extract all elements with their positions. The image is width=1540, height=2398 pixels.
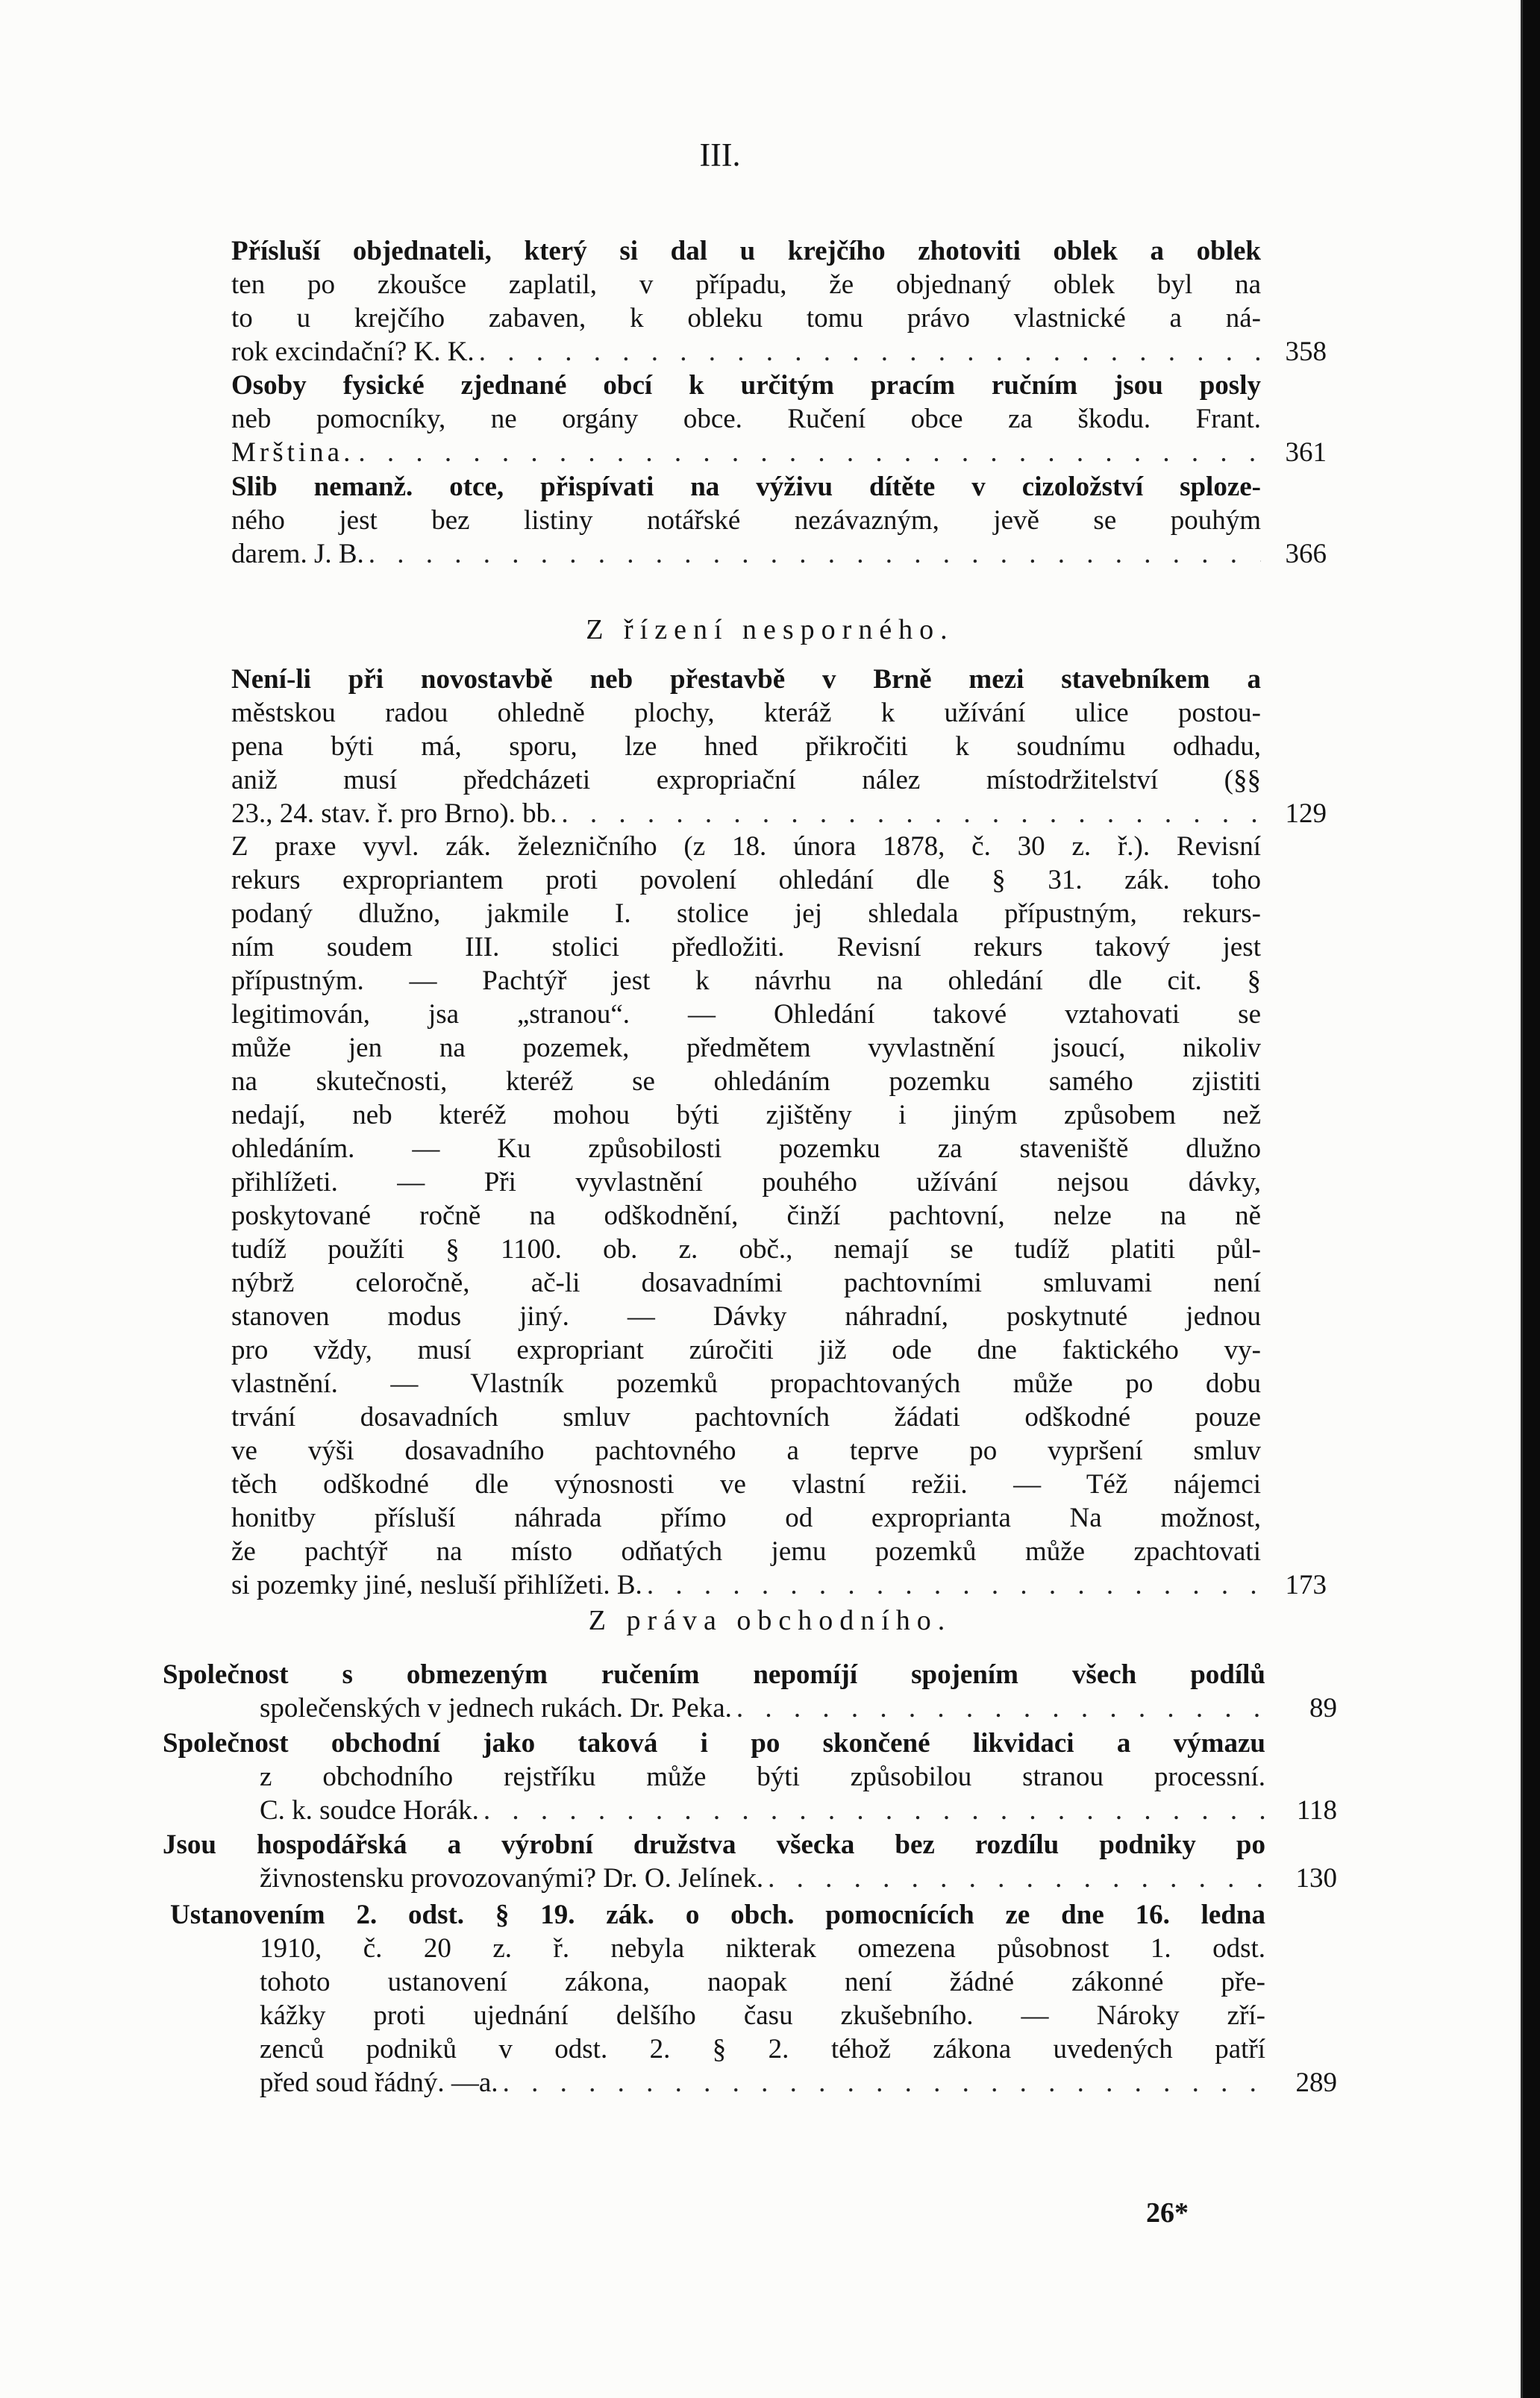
entry-line: podaný dlužno, jakmile I. stolice jej shledala přípustným, rekurs- <box>231 898 1261 929</box>
entry-last-line: společenských v jednech rukách. Dr. Peka. . . . <box>163 1691 1265 1725</box>
entry-line: pro vždy, musí expropriant zúročiti již ode dne faktického vy- <box>231 1335 1261 1365</box>
entry-last-line: živnostensku provozovanými? Dr. O. Jelínek. . . . <box>163 1862 1265 1895</box>
index-entry <box>163 1658 1337 1725</box>
entry-line: na skutečnosti, kteréž se ohledáním pozemku samého zjistiti <box>231 1066 1261 1097</box>
entry-line: zenců podniků v odst. 2. § 2. téhož zákona uvedených patří <box>260 2034 1265 2064</box>
entry-last-line: rok excindační? K. K. . . . <box>231 335 1261 369</box>
entry-line: Není-li při novostavbě neb přestavbě v Brně mezi stavebníkem a <box>231 664 1261 695</box>
entry-line: rekurs expropriantem proti povolení ohledání dle § 31. zák. toho <box>231 865 1261 895</box>
entry-line: legitimován, jsa „stranou“. — Ohledání takové vztahovati se <box>231 999 1261 1030</box>
leader-dots <box>483 1794 1265 1827</box>
entry-line: ten po zkoušce zaplatil, v případu, že objednaný oblek byl na <box>231 269 1261 300</box>
index-entry <box>170 1898 1337 2100</box>
entry-line: tudíž použíti § 1100. ob. z. obč., nemají se tudíž platiti půl- <box>231 1234 1261 1265</box>
page-reference: 118 <box>1296 1795 1337 1826</box>
index-entry <box>231 663 1327 830</box>
page-roman-numeral: III. <box>699 137 741 173</box>
entry-line: Společnost s obmezeným ručením nepomíjí spojením všech podílů <box>163 1659 1265 1690</box>
entry-last-line: C. k. soudce Horák. . . . <box>163 1794 1265 1827</box>
entry-line: ním soudem III. stolici předložiti. Revisní rekurs takový jest <box>231 932 1261 962</box>
index-entry <box>231 470 1327 571</box>
page-reference: 366 <box>1285 539 1327 569</box>
section-heading: Z práva obchodního. <box>588 1605 952 1636</box>
index-entry <box>163 1828 1337 1895</box>
page-reference: 173 <box>1285 1570 1327 1600</box>
index-entry <box>231 369 1327 469</box>
leader-dots <box>647 1568 1261 1602</box>
index-entry <box>163 1727 1337 1827</box>
entry-line: Společnost obchodní jako taková i po skončené likvidaci a výmazu <box>163 1728 1265 1759</box>
entry-last-line: si pozemky jiné, nesluší přihlížeti. B. . . . <box>231 1568 1261 1602</box>
entry-line: přihlížeti. — Při vyvlastnění pouhého užívání nejsou dávky, <box>231 1167 1261 1198</box>
entry-line: Osoby fysické zjednané obcí k určitým pracím ručním jsou posly <box>231 370 1261 401</box>
page-reference: 361 <box>1285 437 1327 468</box>
entry-line: stanoven modus jiný. — Dávky náhradní, poskytnuté jednou <box>231 1301 1261 1332</box>
entry-line: přípustným. — Pachtýř jest k návrhu na ohledání dle cit. § <box>231 965 1261 996</box>
page-reference: 89 <box>1309 1693 1337 1724</box>
entry-line: 1910, č. 20 z. ř. nebyla nikterak omezena působnost 1. odst. <box>260 1933 1265 1964</box>
entry-line: trvání dosavadních smluv pachtovních žádati odškodné pouze <box>231 1402 1261 1433</box>
entry-last-line: Mrština. . . . <box>231 436 1261 469</box>
entry-line: ohledáním. — Ku způsobilosti pozemku za staveniště dlužno <box>231 1133 1261 1164</box>
entry-line: Jsou hospodářská a výrobní družstva všecka bez rozdílu podniky po <box>163 1829 1265 1860</box>
leader-dots <box>369 537 1261 571</box>
entry-line: z obchodního rejstříku může býti způsobilou stranou processní. <box>260 1762 1265 1792</box>
entry-line: nýbrž celoročně, ač-li dosavadními pachtovními smluvami není <box>231 1268 1261 1298</box>
section-heading: Z řízení nesporného. <box>586 614 954 645</box>
entry-line: Z praxe vyvl. zák. železničního (z 18. února 1878, č. 30 z. ř.). Revisní <box>231 831 1261 862</box>
entry-line: Přísluší objednateli, který si dal u krejčího zhotoviti oblek a oblek <box>231 236 1261 266</box>
page-reference: 130 <box>1295 1863 1337 1894</box>
entry-line: Slib nemanž. otce, přispívati na výživu dítěte v cizoložství sploze- <box>231 472 1261 502</box>
entry-line: ve výši dosavadního pachtovného a teprve po vypršení smluv <box>231 1436 1261 1466</box>
entry-line: honitby přísluší náhrada přímo od exproprianta Na možnost, <box>231 1503 1261 1533</box>
leader-dots <box>561 797 1261 830</box>
entry-line: poskytované ročně na odškodnění, činží pachtovní, nelze na ně <box>231 1200 1261 1231</box>
leader-dots <box>736 1691 1265 1725</box>
entry-line: to u krejčího zabaven, k obleku tomu právo vlastnické a ná- <box>231 303 1261 334</box>
entry-line: těch odškodné dle výnosnosti ve vlastní režii. — Též nájemci <box>231 1469 1261 1500</box>
entry-line: že pachtýř na místo odňatých jemu pozemků může zpachtovati <box>231 1536 1261 1567</box>
entry-line: neb pomocníky, ne orgány obce. Ručení obce za škodu. Frant. <box>231 404 1261 434</box>
entry-line: nedají, neb kteréž mohou býti zjištěny i jiným způsobem než <box>231 1100 1261 1130</box>
index-entry <box>231 234 1327 369</box>
leader-dots <box>358 436 1261 469</box>
leader-dots <box>768 1862 1265 1895</box>
entry-last-line: darem. J. B. . . . <box>231 537 1261 571</box>
entry-line: Ustanovením 2. odst. § 19. zák. o obch. pomocnících ze dne 16. ledna <box>170 1900 1265 1930</box>
entry-line: ného jest bez listiny notářské nezávazným, jevě se pouhým <box>231 505 1261 536</box>
page-reference: 289 <box>1295 2067 1337 2098</box>
entry-line: kážky proti ujednání delšího času zkušebního. — Nároky zří- <box>260 2000 1265 2031</box>
index-entry <box>231 830 1327 1602</box>
entry-line: vlastnění. — Vlastník pozemků propachtovaných může po dobu <box>231 1368 1261 1399</box>
signature-mark: 26* <box>1146 2197 1189 2229</box>
page-reference: 129 <box>1285 798 1327 829</box>
entry-line: pena býti má, sporu, lze hned přikročiti k soudnímu odhadu, <box>231 731 1261 762</box>
entry-line: může jen na pozemek, předmětem vyvlastnění jsoucí, nikoliv <box>231 1033 1261 1063</box>
entry-line: tohoto ustanovení zákona, naopak není žádné zákonné pře- <box>260 1967 1265 1997</box>
leader-dots <box>503 2066 1265 2100</box>
entry-line: městskou radou ohledně plochy, kteráž k užívání ulice postou- <box>231 698 1261 728</box>
entry-last-line: 23., 24. stav. ř. pro Brno). bb. . . . <box>231 797 1261 830</box>
page-reference: 358 <box>1285 336 1327 367</box>
entry-line: aniž musí předcházeti expropriační nález místodržitelství (§§ <box>231 765 1261 795</box>
entry-last-line: před soud řádný. —a. . . . <box>170 2066 1265 2100</box>
leader-dots <box>479 335 1261 369</box>
